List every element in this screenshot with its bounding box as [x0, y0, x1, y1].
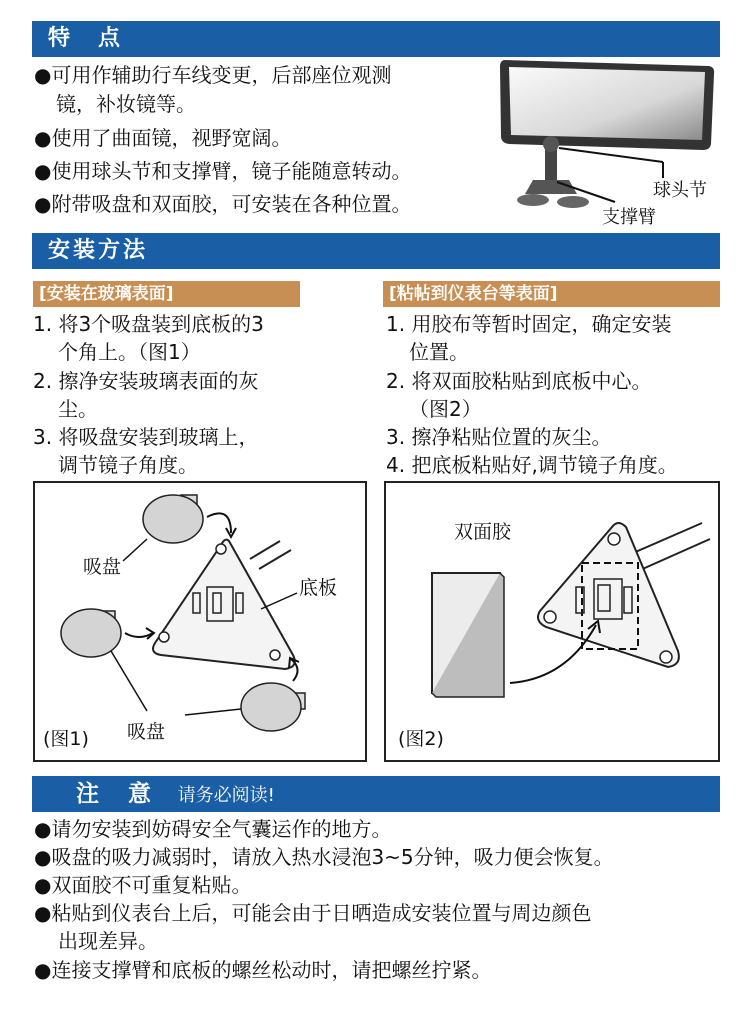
suction-label-2: 吸盘: [127, 721, 166, 743]
mirror-glass: [509, 67, 705, 140]
notice-item: ●请勿安装到妨碍安全气囊运作的地方。: [34, 817, 392, 841]
suction-cup-shape: [517, 194, 549, 206]
label-leader: [185, 709, 241, 715]
corner-hole: [216, 544, 226, 554]
ball-joint-pointer: [559, 148, 663, 162]
notice-item-cont: 出现差异。: [58, 929, 158, 953]
notice-item: ●吸盘的吸力减弱时，请放入热水浸泡3~5分钟，吸力便会恢复。: [34, 845, 614, 869]
dash-step-cont: 位置。: [409, 340, 469, 364]
notice-title: 注 意: [76, 781, 154, 807]
dash-step: 4. 把底板粘贴好,调节镜子角度。: [386, 453, 678, 477]
dash-step-cont: （图2）: [409, 397, 482, 421]
support-arm-label: 支撑臂: [602, 207, 656, 228]
features-title: 特 点: [48, 26, 124, 51]
base-label: 底板: [299, 577, 338, 599]
dash-step: 1. 用胶布等暂时固定，确定安装: [386, 312, 672, 336]
figure-1: [33, 481, 367, 762]
dash-step: 3. 擦净粘贴位置的灰尘。: [386, 425, 612, 449]
corner-hole: [270, 650, 280, 660]
corner-hole: [544, 611, 556, 623]
glass-step-cont: 尘。: [58, 397, 98, 421]
figure-2: [384, 481, 720, 762]
glass-step: 3. 将吸盘安装到玻璃上，: [33, 425, 259, 449]
arm-stub: [259, 550, 291, 569]
label-leader: [111, 651, 147, 711]
glass-step: 2. 擦净安装玻璃表面的灰: [33, 369, 259, 393]
glass-heading: [安装在玻璃表面]: [33, 281, 300, 307]
figure-1-caption: (图1): [43, 728, 89, 750]
ball-joint-label: 球头节: [653, 180, 707, 201]
install-title: 安装方法: [48, 238, 149, 263]
arm-stub: [638, 539, 710, 571]
dash-heading: [粘帖到仪表台等表面]: [383, 281, 720, 307]
notice-header: [32, 776, 720, 812]
figure-2-drawing: [386, 483, 718, 760]
figure-1-drawing: [35, 483, 365, 760]
suction-cup-shape: [557, 196, 589, 208]
notice-item: ●双面胶不可重复粘贴。: [34, 873, 252, 897]
dash-step: 2. 将双面胶粘贴到底板中心。: [386, 369, 652, 393]
install-header: [32, 233, 720, 269]
glass-step-cont: 个角上。（图1）: [58, 340, 201, 364]
feature-item: ●使用球头节和支撑臂，镜子能随意转动。: [34, 159, 412, 183]
feature-item: ●附带吸盘和双面胶，可安装在各种位置。: [34, 192, 412, 216]
tape-label: 双面胶: [454, 521, 512, 543]
feature-item-cont: 镜，补妆镜等。: [56, 92, 196, 116]
figure-2-caption: (图2): [398, 728, 444, 750]
arm-stub: [250, 541, 280, 559]
suction-cup-top: [143, 495, 203, 543]
ball-joint-shape: [543, 136, 559, 152]
suction-label-1: 吸盘: [83, 556, 122, 578]
notice-subtitle: 请务必阅读!: [177, 785, 275, 806]
label-leader: [123, 539, 147, 561]
feature-item: ●使用了曲面镜，视野宽阔。: [34, 126, 292, 150]
suction-cup-right: [241, 683, 305, 731]
corner-hole: [159, 632, 169, 642]
suction-cup-left: [61, 609, 121, 657]
corner-hole: [660, 651, 672, 663]
feature-item: ●可用作辅助行车线变更，后部座位观测: [34, 63, 392, 87]
base-plate: [538, 523, 679, 667]
notice-item: ●粘贴到仪表台上后，可能会由于日晒造成安装位置与周边颜色: [34, 901, 592, 925]
glass-step: 1. 将3个吸盘装到底板的3: [33, 312, 264, 336]
glass-step-cont: 调节镜子角度。: [58, 453, 198, 477]
double-sided-tape: [432, 573, 504, 697]
corner-hole: [608, 533, 620, 545]
notice-item: ●连接支撑臂和底板的螺丝松动时，请把螺丝拧紧。: [34, 958, 492, 982]
label-leader: [261, 593, 297, 609]
